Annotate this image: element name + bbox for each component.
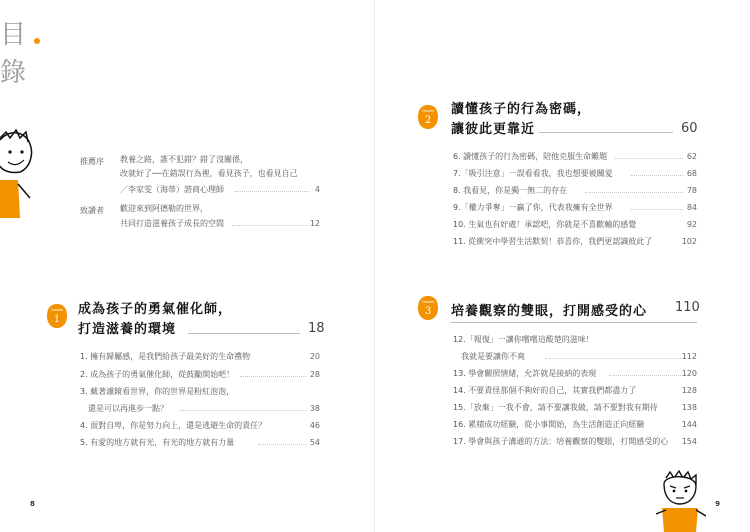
toc-entry-7[interactable]: 7.「吸引注意」一誤看看我，我也想要被關愛 68 bbox=[453, 169, 697, 178]
right-page bbox=[375, 0, 750, 532]
toc-entry-12[interactable]: 12.「報復」一讓你嚐嚐這酸楚的滋味！ bbox=[453, 335, 594, 344]
toc-entry-16[interactable]: 16. 累積成功經驗，從小事開始，為生活創造正向經驗 144 bbox=[453, 420, 697, 429]
dotted-leader bbox=[609, 375, 683, 376]
toc-entry-9[interactable]: 9.「權力爭奪」一贏了你，代表我擁有全世界 84 bbox=[453, 203, 697, 212]
chapter-2-title-line-1[interactable]: 讀懂孩子的行為密碼， bbox=[451, 102, 592, 117]
badge-number: 2 bbox=[424, 115, 432, 126]
chapter-1-title-line-1[interactable]: 成為孩子的勇氣催化師， bbox=[78, 302, 233, 317]
preface-line-1[interactable]: 教養之路，誰不犯錯？錯了沒關係， bbox=[120, 155, 248, 164]
chapter-3-rule bbox=[451, 322, 697, 323]
boy-character-illustration bbox=[0, 128, 42, 218]
chapter-3-page: 110 bbox=[675, 300, 700, 315]
chapter-2-badge bbox=[417, 104, 439, 130]
dotted-leader bbox=[631, 175, 683, 176]
toc-entry-3-cont[interactable]: 還是可以再進步一點？ 38 bbox=[88, 404, 320, 413]
toc-entry-15[interactable]: 15.「放棄」一我不會，請不要讓我做，請不要對我有期待 138 bbox=[453, 403, 697, 412]
preface-label: 推薦序 bbox=[80, 157, 104, 166]
toc-entry-13[interactable]: 13. 學會關照情緒，允許就是接納的表現 120 bbox=[453, 369, 697, 378]
dotted-leader bbox=[615, 158, 683, 159]
toc-entry-14[interactable]: 14. 不要責怪那個不夠好的自己，其實我們都盡力了 128 bbox=[453, 386, 697, 395]
to-readers-line-2[interactable]: 共同打造滋養孩子成長的空間 12 bbox=[120, 219, 320, 228]
toc-entry-3[interactable]: 3. 戴著濾鏡看世界，你的世界是粉紅泡泡， bbox=[80, 387, 235, 396]
dotted-leader bbox=[235, 191, 309, 192]
toc-title-char-1: 目 bbox=[0, 20, 27, 50]
boy-character-illustration bbox=[656, 470, 706, 532]
chapter-2-rule bbox=[539, 132, 673, 133]
toc-entry-8[interactable]: 8. 我看見，你是獨一無二的存在 78 bbox=[453, 186, 697, 195]
chapter-1-badge bbox=[46, 303, 68, 329]
dotted-leader bbox=[258, 444, 306, 445]
to-readers-label: 致讀者 bbox=[80, 206, 104, 215]
toc-entry-12-cont[interactable]: 我就是要讓你不爽 112 bbox=[461, 352, 697, 361]
chapter-2-title-line-2[interactable]: 讓彼此更靠近 bbox=[451, 122, 536, 137]
chapter-3-badge bbox=[417, 295, 439, 321]
dotted-leader bbox=[232, 225, 308, 226]
page-number: 12 bbox=[309, 219, 320, 228]
chapter-1-page: 18 bbox=[308, 321, 325, 336]
chapter-1-rule bbox=[188, 333, 300, 334]
toc-entry-5[interactable]: 5. 有愛的地方就有光，有光的地方就有力量 54 bbox=[80, 438, 320, 447]
toc-entry-4[interactable]: 4. 面對自卑，你是努力向上，還是逃避生命的責任？ 46 bbox=[80, 421, 320, 430]
preface-line-3[interactable]: ／李家雯（海蒂）諮商心理師 4 bbox=[120, 185, 320, 194]
chapter-2-page: 60 bbox=[681, 121, 698, 136]
dotted-leader bbox=[180, 410, 306, 411]
page-number: 4 bbox=[314, 185, 320, 194]
title-accent-dot bbox=[34, 38, 40, 44]
toc-entry-2[interactable]: 2. 成為孩子的勇氣催化師，從鼓勵開始吧！ 28 bbox=[80, 370, 320, 379]
dotted-leader bbox=[631, 209, 683, 210]
badge-number: 3 bbox=[424, 306, 432, 317]
badge-label: Chapter bbox=[421, 300, 435, 304]
preface-line-2[interactable]: 改就好了──在錯誤行為裡，看見孩子，也看見自己 bbox=[120, 169, 298, 178]
dotted-leader bbox=[240, 376, 306, 377]
toc-title-char-2: 錄 bbox=[0, 58, 27, 88]
to-readers-line-1[interactable]: 歡迎來到阿德勒的世界， bbox=[120, 204, 208, 213]
toc-entry-17[interactable]: 17. 學會與孩子溝通的方法：培養觀察的雙眼，打開感受的心 154 bbox=[453, 437, 697, 446]
right-page-number: 9 bbox=[715, 500, 720, 508]
badge-label: Chapter bbox=[50, 308, 64, 312]
badge-label: Chapter bbox=[421, 109, 435, 113]
chapter-1-title-line-2[interactable]: 打造滋養的環境 bbox=[78, 322, 177, 337]
chapter-3-title[interactable]: 培養觀察的雙眼，打開感受的心 bbox=[451, 304, 648, 319]
toc-entry-11[interactable]: 11. 從衝突中學習生活默契！恭喜你，我們更認識彼此了 102 bbox=[453, 237, 697, 246]
toc-entry-1[interactable]: 1. 擁有歸屬感，是我們給孩子最美好的生命禮物 20 bbox=[80, 352, 320, 361]
toc-entry-10[interactable]: 10. 生氣也有好處！承認吧，你就是不喜歡輸的感覺 92 bbox=[453, 220, 697, 229]
dotted-leader bbox=[545, 358, 683, 359]
left-page-number: 8 bbox=[30, 500, 35, 508]
badge-number: 1 bbox=[53, 314, 61, 325]
toc-entry-6[interactable]: 6. 讀懂孩子的行為密碼，陪他克服生命難題 62 bbox=[453, 152, 697, 161]
dotted-leader bbox=[585, 192, 683, 193]
